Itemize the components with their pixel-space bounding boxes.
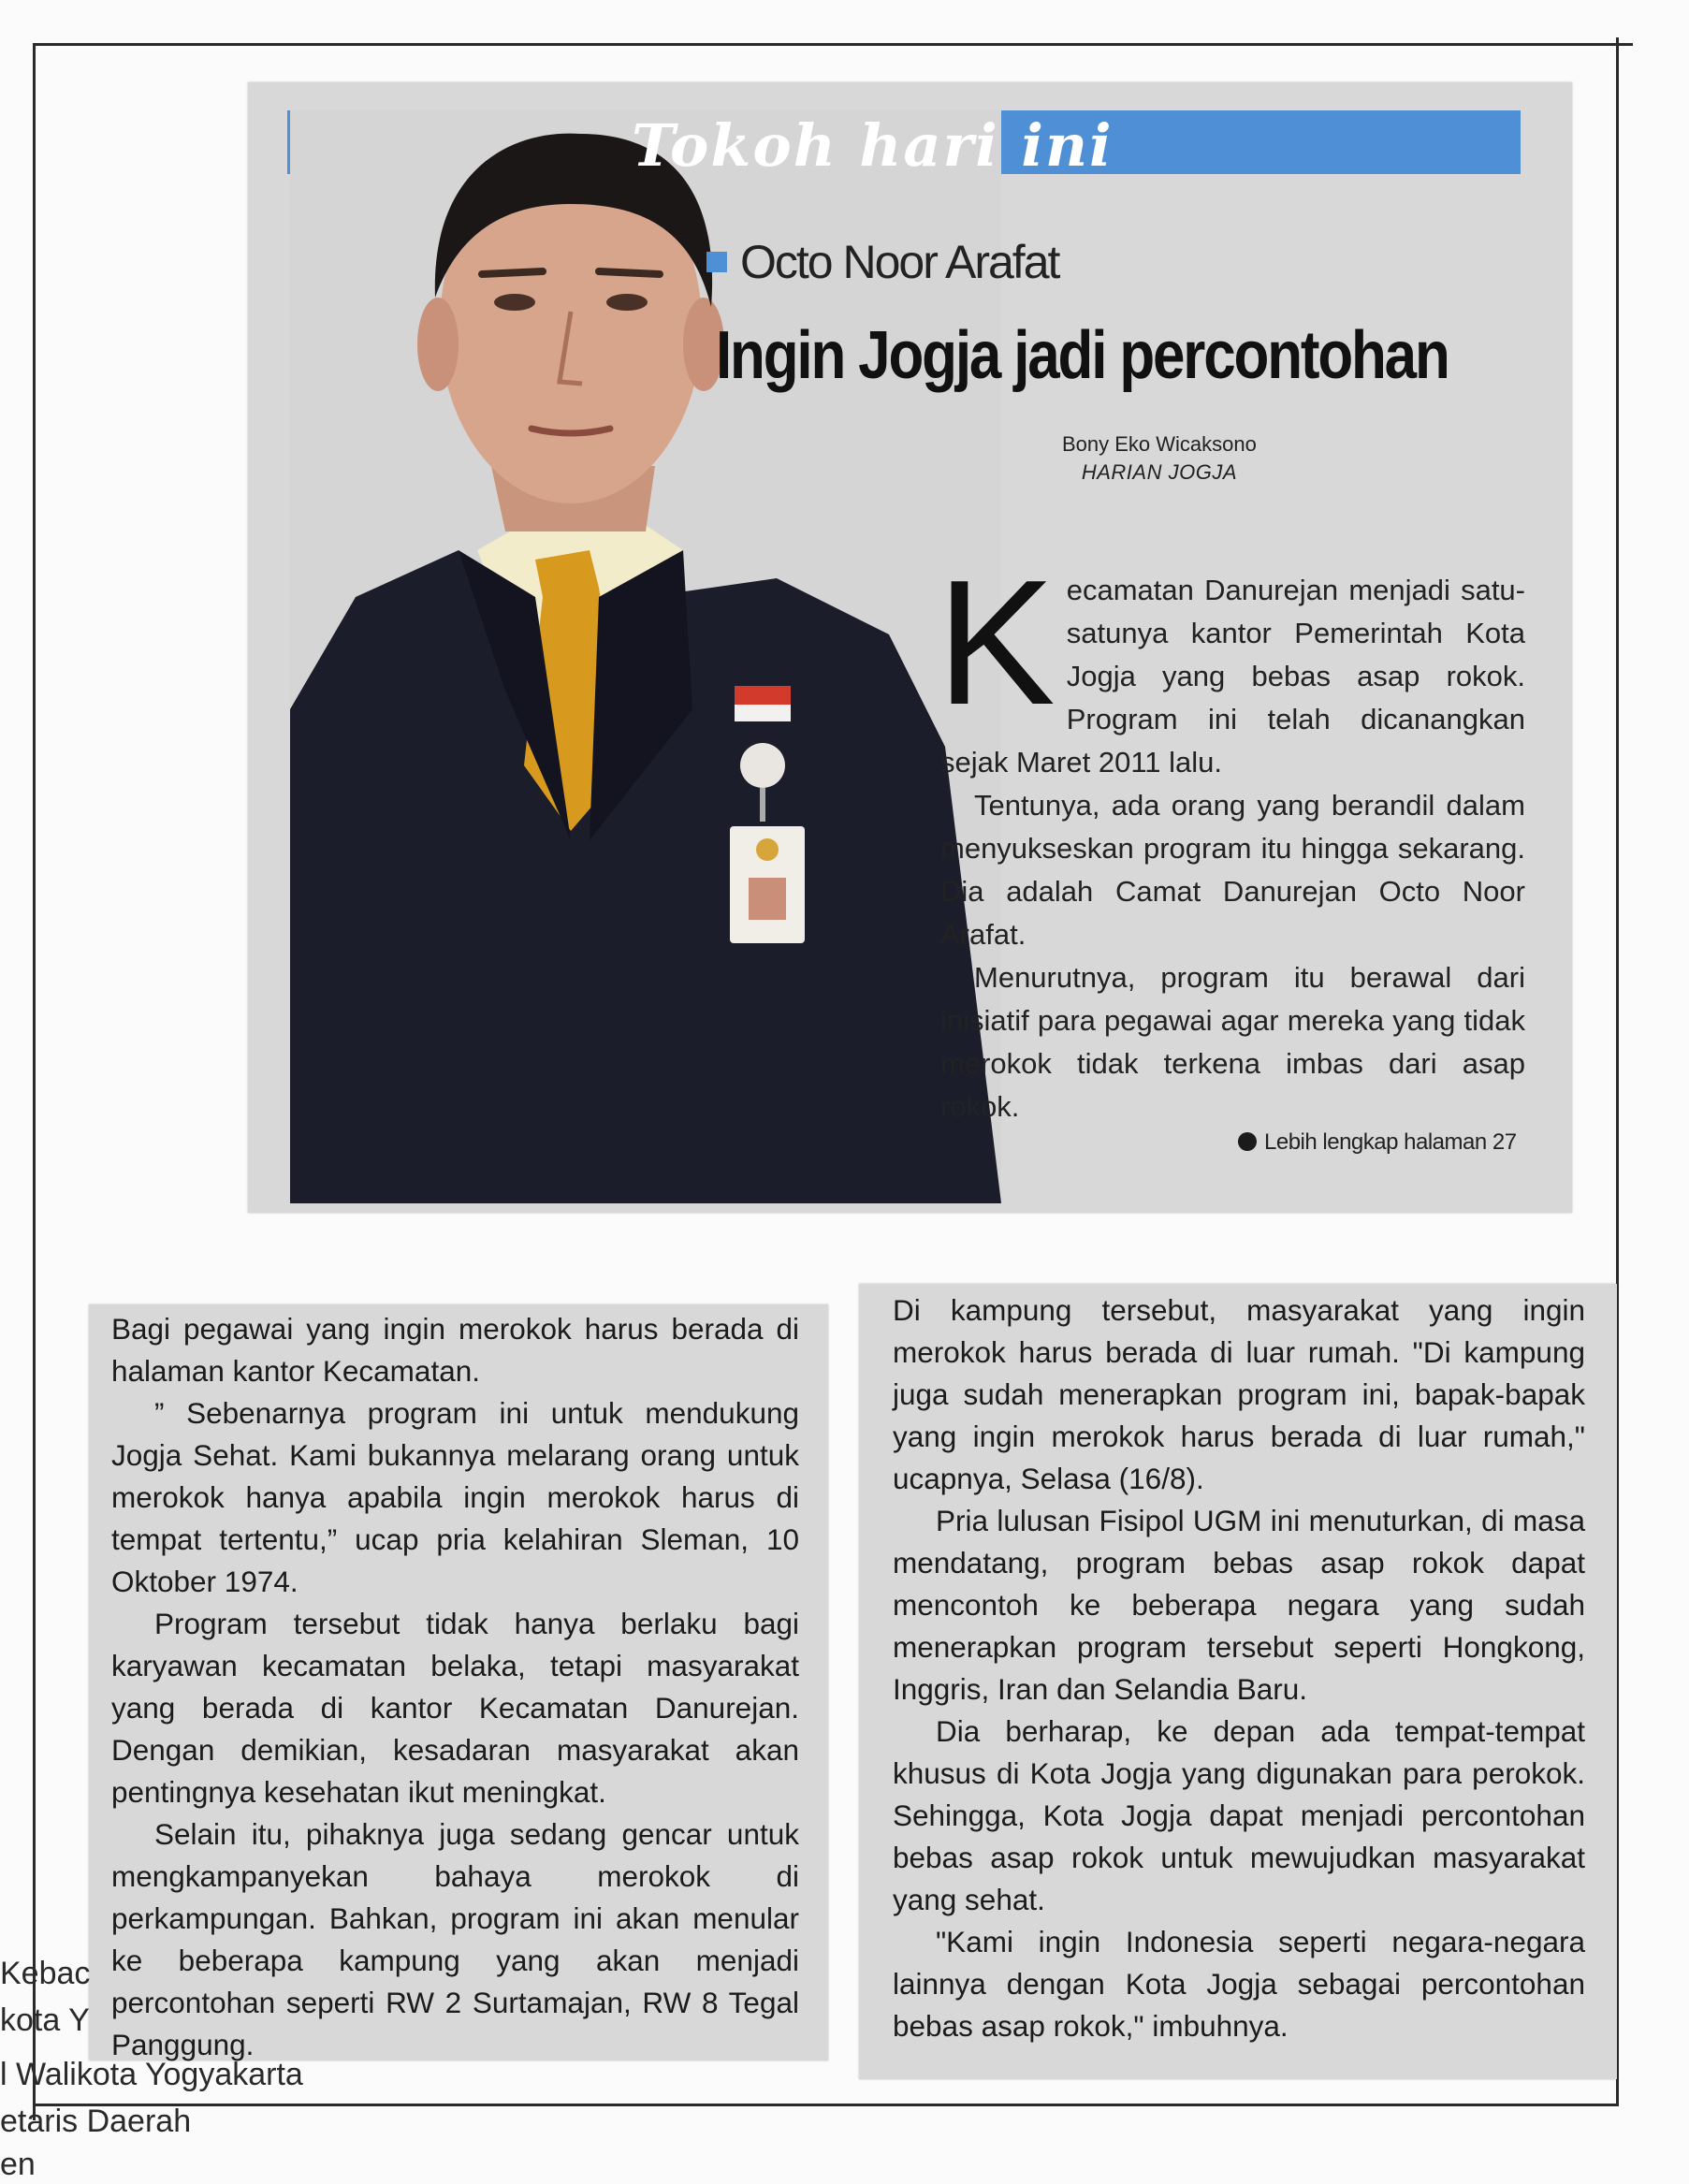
intro-paragraph-2: Tentunya, ada orang yang berandil dalam menyukseskan program itu hingga sekarang. Dia adalah Camat Danurejan Octo Noor Arafat.: [940, 789, 1525, 951]
main-clipping: [248, 82, 1572, 1213]
headline: Ingin Jogja jadi percontohan: [716, 318, 1449, 393]
underlying-letter-line-5: en: [0, 2147, 36, 2182]
underlying-letter-line-2: kota Y: [0, 2002, 90, 2038]
column-1-paragraph-1: Bagi pegawai yang ingin merokok harus berada di halaman kantor Kecamatan.: [111, 1312, 799, 1388]
blue-square-icon: [706, 252, 727, 272]
frame-top-line: [33, 43, 1633, 46]
drop-cap: K: [937, 544, 1056, 742]
byline-publication: HARIAN JOGJA: [1081, 460, 1237, 484]
column-2-paragraph-4: "Kami ingin Indonesia seperti negara-negara lainnya dengan Kota Jogja sebagai percontohan bebas asap rokok," imbuhnya.: [893, 1925, 1585, 2043]
continued-note: [1238, 1128, 1517, 1157]
bullet-dot-icon: [1238, 1132, 1257, 1151]
frame-bottom-line: [33, 2104, 1619, 2106]
frame-left-line: [33, 43, 36, 2120]
rubric-title: Tokoh hari ini: [632, 111, 1114, 180]
intro-paragraph-1-text: ecamatan Danurejan menjadi satu-satunya kantor Pemerintah Kota Jogja yang bebas asap rokok. Program ini telah dicanangkan sejak Maret 2011 lalu.: [940, 574, 1525, 779]
column-2-paragraph-3: Dia berharap, ke depan ada tempat-tempat khusus di Kota Jogja yang digunakan para perokok. Sehingga, Kota Jogja dapat menjadi percontohan bebas asap rokok untuk mewujudkan masyarakat yang sehat.: [893, 1714, 1585, 1916]
underlying-letter-line-3: l Walikota Yogyakarta: [0, 2057, 303, 2092]
column-2-text: [893, 1289, 1585, 2047]
person-name-text: Octo Noor Arafat: [740, 236, 1059, 288]
column-1-paragraph-4: Selain itu, pihaknya juga sedang gencar untuk mengkampanyekan bahaya merokok di perkampungan. Bahkan, program ini akan menular ke beberapa kampung yang akan menjadi percontohan seperti RW 2 Surtamajan, RW 8 Tegal Panggung.: [111, 1817, 799, 2061]
column-1-paragraph-2: ” Sebenarnya program ini untuk mendukung Jogja Sehat. Kami bukannya melarang orang untuk merokok hanya apabila ingin merokok harus di tempat tertentu,” ucap pria kelahiran Sleman, 10 Oktober 1974.: [111, 1396, 799, 1598]
continuation-clipping-2: [859, 1284, 1617, 2079]
byline-author: Bony Eko Wicaksono: [1062, 432, 1257, 456]
intro-paragraph-3: Menurutnya, program itu berawal dari inisiatif para pegawai agar mereka yang tidak merokok tidak terkena imbas dari asap rokok.: [940, 961, 1525, 1123]
continued-note-text: Lebih lengkap halaman 27: [1264, 1129, 1517, 1155]
intro-paragraph-1: [937, 544, 1525, 784]
column-2-paragraph-2: Pria lulusan Fisipol UGM ini menuturkan, di masa mendatang, program bebas asap rokok dapat mencontoh ke beberapa negara yang sudah menerapkan program tersebut seperti Hongkong, Inggris, Iran dan Selandia Baru.: [893, 1504, 1585, 1706]
continuation-clipping-1: [89, 1304, 828, 2060]
column-1-text: [111, 1308, 799, 2066]
underlying-letter-line-1: Kebac: [0, 1956, 91, 1991]
person-name: [706, 234, 1058, 290]
intro-text: [937, 544, 1525, 1128]
column-2-paragraph-1: Di kampung tersebut, masyarakat yang ingin merokok harus berada di luar rumah. "Di kampung juga sudah menerapkan program ini, bapak-bapak yang ingin merokok harus berada di luar rumah," ucapnya, Selasa (16/8).: [893, 1293, 1585, 1495]
byline: [1062, 430, 1257, 487]
underlying-letter-line-4: etaris Daerah: [0, 2104, 192, 2139]
column-1-paragraph-3: Program tersebut tidak hanya berlaku bagi karyawan kecamatan belaka, tetapi masyarakat yang berada di kantor Kecamatan Danurejan. Dengan demikian, kesadaran masyarakat akan pentingnya kesehatan ikut meningkat.: [111, 1607, 799, 1809]
